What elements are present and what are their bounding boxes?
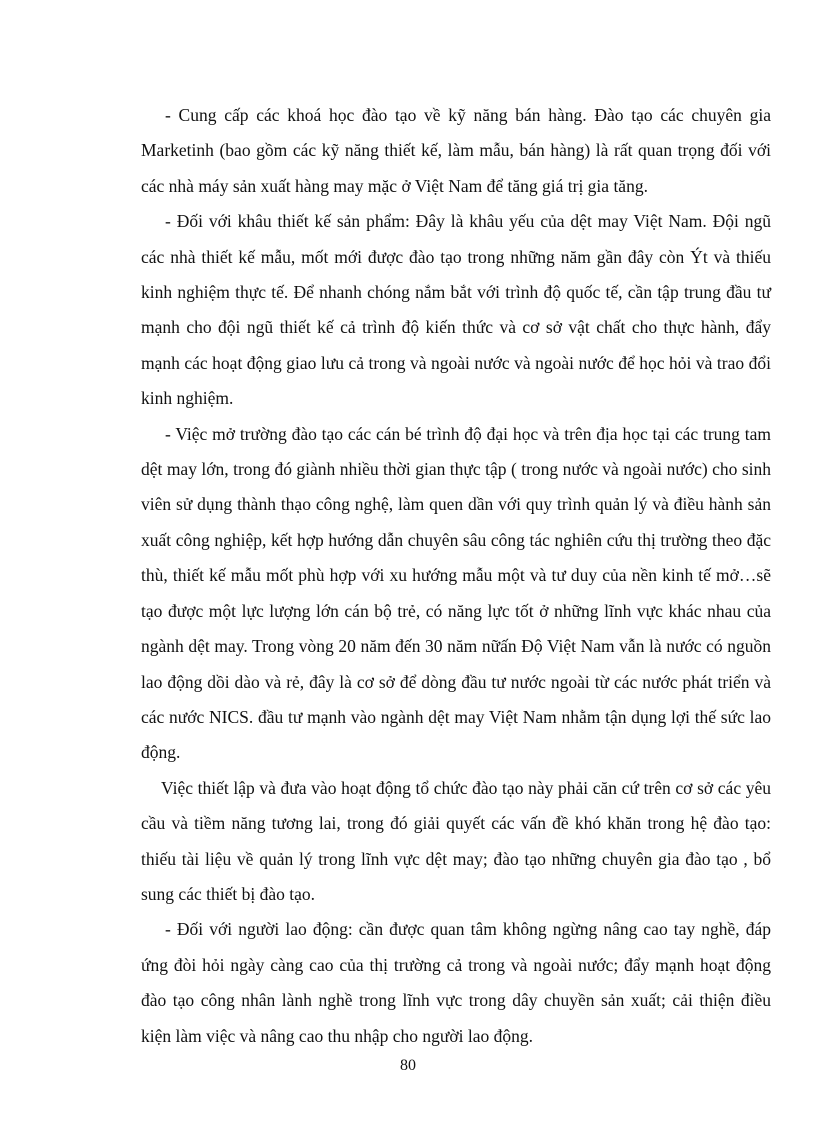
paragraph-product-design: - Đối với khâu thiết kế sản phẩm: Đây là khâu yếu của dệt may Việt Nam. Đội ngũ các nhà thiết kế mẫu, mốt mới được đào tạo trong những năm gần đây còn Ýt và thiếu kinh nghiệm thực tế. Để nhanh chóng nắm bắt với trình độ quốc tế, cần tập trung đầu tư mạnh cho đội ngũ thiết kế cả trình độ kiến thức và cơ sở vật chất cho thực hành, đẩy mạnh các hoạt động giao lưu cả trong và ngoài nước và ngoài nước để học hỏi và trao đổi kinh nghiệm. <box>141 211 771 409</box>
page-number: 80 <box>400 1057 416 1074</box>
body-text <box>141 98 771 1054</box>
paragraph-sales-training: - Cung cấp các khoá học đào tạo về kỹ năng bán hàng. Đào tạo các chuyên gia Marketinh (bao gồm các kỹ năng thiết kế, làm mẫu, bán hàng) là rất quan trọng đối với các nhà máy sản xuất hàng may mặc ở Việt Nam để tăng giá trị gia tăng. <box>141 105 771 196</box>
paragraph-training-organization: Việc thiết lập và đưa vào hoạt động tổ chức đào tạo này phải căn cứ trên cơ sở các yêu cầu và tiềm năng tương lai, trong đó giải quyết các vấn đề khó khăn trong hệ đào tạo: thiếu tài liệu về quản lý trong lĩnh vực dệt may; đào tạo những chuyên gia đào tạo , bổ sung các thiết bị đào tạo. <box>141 777 771 904</box>
paragraph-workers: - Đối với người lao động: cần được quan tâm không ngừng nâng cao tay nghề, đáp ứng đòi hỏi ngày càng cao của thị trường cả trong và ngoài nước; đẩy mạnh hoạt động đào tạo công nhân lành nghề trong lĩnh vực trong dây chuyền sản xuất; cải thiện điều kiện làm việc và nâng cao thu nhập cho người lao động. <box>141 919 771 1046</box>
paragraph-training-schools: - Việc mở trường đào tạo các cán bé trình độ đại học và trên địa học tại các trung tam dệt may lớn, trong đó giành nhiều thời gian thực tập ( trong nước và ngoài nước) cho sinh viên sử dụng thành thạo công nghệ, làm quen dần với quy trình quản lý và điều hành sản xuất công nghiệp, kết hợp hướng dẫn chuyên sâu công tác nghiên cứu thị trường theo đặc thù, thiết kế mẫu mốt phù hợp với xu hướng mẫu một và tư duy của nền kinh tế mở…sẽ tạo được một lực lượng lớn cán bộ trẻ, có năng lực tốt ở những lĩnh vực khác nhau của ngành dệt may. Trong vòng 20 năm đến 30 năm nữấn Độ Việt Nam vẫn là nước có nguồn lao động dồi dào và rẻ, đây là cơ sở để dòng đầu tư nước ngoài từ các nước phát triển và các nước NICS. đầu tư mạnh vào ngành dệt may Việt Nam nhằm tận dụng lợi thế sức lao động. <box>141 423 771 763</box>
